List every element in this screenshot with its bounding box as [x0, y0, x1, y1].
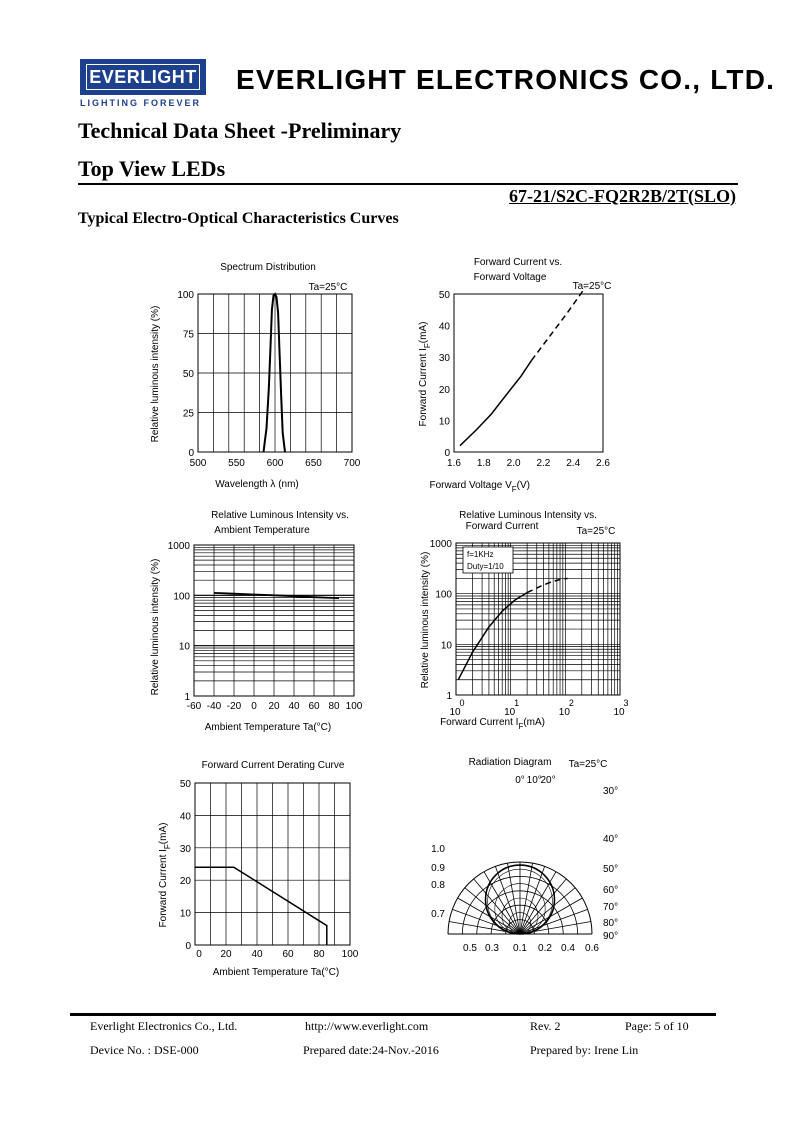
- angle-label: 20°: [540, 775, 556, 786]
- chart-annotation: Ta=25°C: [308, 282, 348, 293]
- y-axis-label-sub: F: [423, 343, 432, 349]
- x-tick-exponent: 2: [568, 698, 574, 708]
- chart-annotation: Ta=25°C: [572, 281, 612, 292]
- x-tick-label: 0: [251, 701, 257, 712]
- y-axis-label: Relative luminous intensity (%): [420, 551, 431, 689]
- legend-line: Duty=1/10: [467, 562, 504, 571]
- radial-labels: [431, 844, 445, 920]
- y-tick-label: 30: [179, 843, 191, 855]
- footer-company: Everlight Electronics Co., Ltd.: [90, 1019, 238, 1033]
- x-tick-label: 1.8: [476, 458, 491, 469]
- x-tick-exponents: [459, 698, 628, 708]
- angle-label: 0°: [515, 775, 525, 786]
- y-tick-label: 10: [179, 908, 191, 920]
- x-tick-labels: [447, 458, 610, 469]
- chart-annotation: Ta=25°C: [576, 526, 616, 537]
- derating-chart: [150, 755, 380, 985]
- x-tick-base: 10: [449, 707, 461, 718]
- y-tick-label: 75: [182, 329, 194, 341]
- bottom-scale-labels: [463, 943, 599, 954]
- x-tick-labels: [187, 701, 363, 712]
- y-tick-label: 1000: [429, 539, 452, 550]
- angle-label: 30°: [603, 786, 619, 797]
- x-tick-label: -20: [226, 701, 242, 712]
- x-axis-label: [440, 717, 545, 731]
- chart-title-line: Relative Luminous Intensity vs.: [211, 510, 349, 521]
- x-tick-base: 10: [558, 707, 570, 718]
- y-tick-label: 0: [444, 448, 450, 459]
- x-tick-label: 2.2: [536, 458, 551, 469]
- radial-label: 0.9: [431, 863, 445, 874]
- grid: [198, 294, 352, 452]
- x-axis-label: Wavelength λ (nm): [215, 479, 299, 490]
- y-tick-label: 100: [435, 589, 452, 601]
- chart-title: Radiation Diagram: [468, 757, 552, 768]
- x-tick-label: [613, 707, 625, 718]
- y-tick-label: 40: [179, 811, 191, 823]
- series-line-dashed: [532, 288, 586, 361]
- x-tick-label: 80: [328, 701, 340, 712]
- y-axis-label: [418, 322, 432, 427]
- angle-label: 90°: [603, 931, 619, 942]
- x-tick-label: [559, 707, 571, 718]
- chart-title-line: Ambient Temperature: [214, 525, 310, 536]
- x-tick-base: 10: [504, 707, 516, 718]
- x-tick-label: 600: [266, 458, 284, 469]
- x-axis-label-sub: F: [511, 485, 517, 494]
- y-axis-label: Relative luminous intensity (%): [150, 305, 161, 443]
- x-tick-label: -60: [186, 701, 202, 712]
- x-axis-label-sub: F: [518, 722, 524, 731]
- y-tick-label: 20: [438, 384, 450, 396]
- y-tick-labels: [430, 539, 453, 702]
- bottom-label: 0.5: [463, 943, 477, 954]
- bottom-label: 0.6: [585, 943, 599, 954]
- y-axis-label-unit: (mA): [418, 321, 429, 344]
- y-tick-label: 10: [440, 640, 452, 652]
- y-axis-label-text: Forward Current I: [158, 849, 169, 928]
- x-tick-label: 100: [345, 701, 363, 712]
- luminous-vs-current-chart: [410, 505, 640, 740]
- series-line: [195, 867, 327, 945]
- temperature-chart: [140, 505, 390, 740]
- legend-line: f=1KHz: [467, 550, 494, 559]
- y-tick-label: 10: [438, 416, 450, 428]
- x-tick-exponent: 3: [623, 698, 629, 708]
- footer-rule: [70, 1013, 716, 1016]
- angle-label: 60°: [603, 885, 619, 896]
- x-tick-label: 1.6: [447, 458, 461, 469]
- bottom-label: 0.1: [513, 943, 527, 954]
- document-subtitle: Top View LEDs: [78, 156, 226, 181]
- x-tick-label: 20: [220, 949, 232, 960]
- logo-tagline: LIGHTING FOREVER: [80, 98, 202, 108]
- y-tick-label: 50: [179, 779, 191, 790]
- x-tick-labels: [196, 949, 359, 960]
- x-axis-label-text: Forward Current I: [440, 717, 519, 728]
- footer-device: Device No. : DSE-000: [90, 1043, 199, 1057]
- x-tick-label: 2.6: [596, 458, 610, 469]
- y-tick-label: 1: [446, 691, 452, 702]
- y-tick-label: 1: [184, 692, 190, 703]
- x-tick-label: 550: [228, 458, 245, 469]
- angle-label: 50°: [603, 864, 619, 875]
- x-axis-label-unit: (mA): [523, 717, 545, 728]
- x-tick-base: 10: [613, 707, 625, 718]
- radial-label: 1.0: [431, 844, 445, 855]
- y-tick-label: 20: [179, 876, 191, 888]
- iv-chart: [410, 252, 640, 497]
- x-axis-label: [430, 480, 531, 494]
- y-tick-label: 25: [182, 408, 194, 420]
- angle-labels-top: [515, 775, 555, 786]
- series-line-dashed: [527, 578, 568, 592]
- footer-page: Page: 5 of 10: [625, 1019, 689, 1033]
- x-axis-label-text: Forward Voltage V: [429, 480, 512, 491]
- x-tick-exponent: 0: [459, 698, 465, 708]
- x-tick-exponent: 1: [514, 698, 520, 708]
- y-tick-label: 0: [185, 941, 191, 952]
- x-tick-label: 40: [251, 949, 263, 960]
- grid: [194, 545, 354, 696]
- y-tick-label: 30: [438, 353, 450, 365]
- angle-label: 40°: [603, 834, 619, 845]
- x-tick-label: 20: [268, 701, 280, 712]
- header-rule: [78, 183, 738, 185]
- y-tick-label: 50: [182, 369, 194, 380]
- section-title: Typical Electro-Optical Characteristics Curves: [78, 210, 399, 227]
- part-number: 67-21/S2C-FQ2R2B/2T(SLO): [508, 186, 736, 206]
- x-tick-label: 0: [196, 949, 202, 960]
- y-tick-labels: [168, 541, 191, 703]
- x-tick-label: 2.4: [566, 458, 581, 469]
- chart-title: Spectrum Distribution: [220, 262, 316, 273]
- y-tick-label: 1000: [167, 541, 190, 552]
- footer-prepared-date: Prepared date:24-Nov.-2016: [303, 1043, 439, 1057]
- angle-label: 10°: [526, 775, 542, 786]
- chart-title-line: Relative Luminous Intensity vs.: [459, 510, 597, 521]
- y-axis-label-unit: (mA): [158, 822, 169, 845]
- x-tick-label: 650: [305, 458, 322, 469]
- y-axis-label: [158, 823, 172, 928]
- y-tick-label: 50: [438, 290, 450, 301]
- x-tick-label: 80: [313, 949, 325, 960]
- y-tick-label: 40: [438, 321, 450, 333]
- x-tick-labels: [190, 458, 361, 469]
- chart-title: Forward Current Derating Curve: [201, 760, 345, 771]
- x-tick-label: 2.0: [506, 458, 521, 469]
- y-tick-label: 100: [177, 290, 194, 301]
- radial-label: 0.7: [431, 909, 445, 920]
- y-tick-labels: [177, 290, 194, 459]
- bottom-label: 0.4: [561, 943, 575, 954]
- series-line-solid: [458, 593, 527, 680]
- y-tick-label: 0: [188, 448, 194, 459]
- x-tick-label: 500: [189, 458, 207, 469]
- company-logo: [80, 59, 206, 95]
- document-title: Technical Data Sheet -Preliminary: [78, 118, 402, 143]
- x-axis-label-unit: (V): [516, 480, 530, 491]
- footer-url[interactable]: http://www.everlight.com: [305, 1019, 429, 1033]
- plot-frame: [454, 294, 603, 452]
- y-axis-label-text: Forward Current I: [418, 348, 429, 427]
- chart-annotation: Ta=25°C: [568, 759, 608, 770]
- chart-title-line: Forward Current: [465, 521, 539, 532]
- x-tick-label: 700: [343, 458, 361, 469]
- y-tick-label: 100: [173, 591, 190, 603]
- x-tick-label: 60: [282, 949, 294, 960]
- x-tick-label: -40: [206, 701, 222, 712]
- spectrum-chart: [140, 252, 380, 492]
- x-tick-label: 60: [308, 701, 320, 712]
- x-tick-label: 40: [288, 701, 300, 712]
- bottom-label: 0.2: [538, 943, 552, 954]
- polar-grid: [448, 862, 592, 934]
- x-tick-label: 100: [341, 949, 359, 960]
- x-axis-label: Ambient Temperature Ta(°C): [212, 967, 340, 978]
- footer-prepared-by: Prepared by: Irene Lin: [530, 1043, 639, 1057]
- logo-text: EVERLIGHT: [86, 64, 200, 90]
- y-tick-label: 10: [178, 641, 190, 653]
- chart-title-line: Forward Voltage: [473, 272, 547, 283]
- bottom-label: 0.3: [485, 943, 499, 954]
- radiation-diagram: [420, 752, 640, 962]
- footer-revision: Rev. 2: [530, 1019, 561, 1033]
- y-tick-labels: [439, 290, 451, 459]
- angle-labels-right: [603, 786, 618, 942]
- x-axis-label: Ambient Temperature Ta(°C): [204, 722, 332, 733]
- y-axis-label: Relative luminous intensity (%): [150, 558, 161, 696]
- y-axis-label-sub: F: [163, 844, 172, 850]
- chart-title-line: Forward Current vs.: [473, 257, 563, 268]
- company-name: EVERLIGHT ELECTRONICS CO., LTD.: [236, 64, 776, 95]
- angle-label: 70°: [603, 902, 619, 913]
- series-line-solid: [460, 360, 532, 445]
- grid: [195, 783, 350, 945]
- radial-label: 0.8: [431, 880, 445, 891]
- angle-label: 80°: [603, 918, 619, 929]
- y-tick-labels: [180, 779, 192, 952]
